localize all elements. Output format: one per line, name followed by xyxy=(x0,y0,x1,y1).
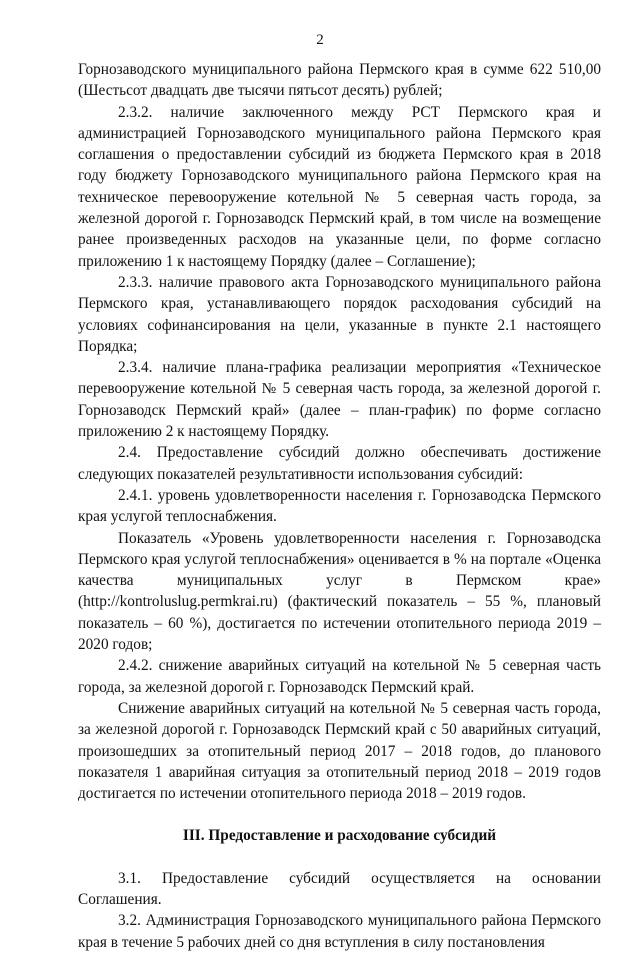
spacer xyxy=(78,804,601,825)
document-body xyxy=(78,59,601,953)
paragraph-continuation: Горнозаводского муниципального района Пермского края в сумме 622 510,00 (Шестьсот двадцать две тысячи пятьсот десять) рублей; xyxy=(78,61,601,100)
paragraph-2-3-3: 2.3.3. наличие правового акта Горнозаводского муниципального района Пермского края, устанавливающего порядок расходования субсидий на условиях софинансирования на цели, указанные в пункте 2.1 настоящего Порядка; xyxy=(78,273,601,355)
paragraph-2-4-1: 2.4.1. уровень удовлетворенности населения г. Горнозаводска Пермского края услугой теплоснабжения. xyxy=(78,486,601,526)
spacer xyxy=(78,847,601,868)
paragraph-2-3-4: 2.3.4. наличие плана-графика реализации мероприятия «Техническое перевооружение котельной № 5 северная часть города, за железной дорогой г. Горнозаводск Пермский край» (далее – план-график) по форме согласно приложению 2 к настоящему Порядку. xyxy=(78,359,601,441)
paragraph-3-2: 3.2. Администрация Горнозаводского муниципального района Пермского края в течение 5 рабочих дней со дня вступления в силу постановления xyxy=(78,912,601,951)
paragraph-2-4-2: 2.4.2. снижение аварийных ситуаций на котельной № 5 северная часть города, за железной дорогой г. Горнозаводск Пермский край. xyxy=(78,657,601,696)
page-number: 2 xyxy=(316,32,324,48)
paragraph-3-1: 3.1. Предоставление субсидий осуществляется на основании Соглашения. xyxy=(78,869,601,908)
paragraph-emergency-reduction: Снижение аварийных ситуаций на котельной № 5 северная часть города, за железной дорогой г. Горнозаводск Пермский край с 50 аварийных ситуаций, произошедших за отопительный период 2017 – 2018 годов, до планового показателя 1 аварийная ситуация за отопительный период 2018 – 2019 годов достигается по истечении отопительного периода 2018 – 2019 годов. xyxy=(78,699,601,803)
paragraph-2-3-2: 2.3.2. наличие заключенного между РСТ Пермского края и администрацией Горнозаводского муниципального района Пермского края соглашения о предоставлении субсидий из бюджета Пермского края в 2018 году бюджету Горнозаводского муниципального района Пермского края на техническое перевооружение котельной № 5 северная часть города, за железной дорогой г. Горнозаводск Пермский край, в том числе на возмещение ранее произведенных расходов на указанные цели, по форме согласно приложению 1 к настоящему Порядку (далее – Соглашение); xyxy=(78,103,601,270)
paragraph-indicator-satisfaction: Показатель «Уровень удовлетворенности населения г. Горнозаводска Пермского края услугой теплоснабжения» оценивается в % на портале «Оценка качества муниципальных услуг в Пермском крае» (http://kontroluslug.permkrai.ru) (фактический показатель – 55 %, плановый показатель – 60 %), достигается по истечении отопительного периода 2019 – 2020 годов; xyxy=(78,529,601,654)
section-heading: III. Предоставление и расходование субсидий xyxy=(182,827,497,845)
paragraph-2-4: 2.4. Предоставление субсидий должно обеспечивать достижение следующих показателей результативности использования субсидий: xyxy=(78,444,601,483)
